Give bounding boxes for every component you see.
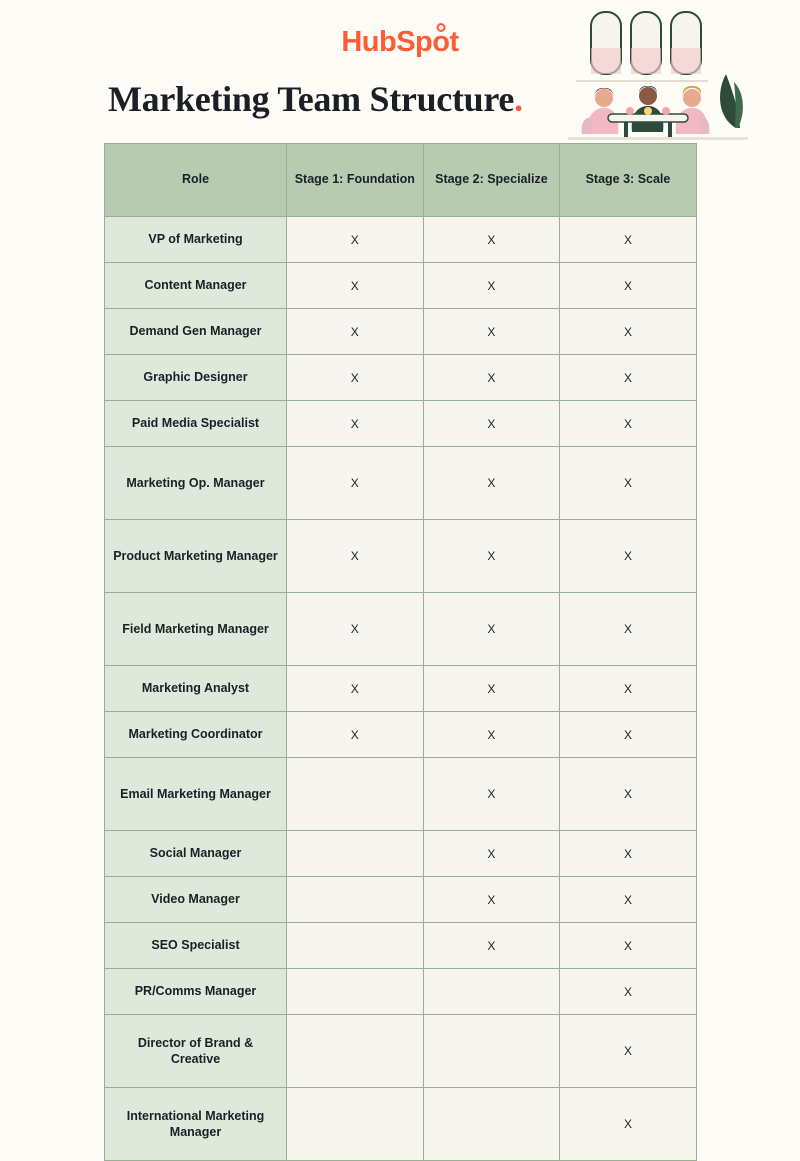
table-row (105, 217, 697, 263)
stage-3-cell: X (560, 447, 697, 520)
stage-3-cell: X (560, 712, 697, 758)
role-cell: Graphic Designer (105, 355, 287, 401)
stage-2-cell: X (423, 520, 560, 593)
stage-2-cell: X (423, 355, 560, 401)
stage-3-cell: X (560, 355, 697, 401)
table-row (105, 923, 697, 969)
stage-2-cell: X (423, 923, 560, 969)
stage-1-cell (287, 1015, 424, 1088)
column-header-stage-3: Stage 3: Scale (560, 144, 697, 217)
table-row (105, 447, 697, 520)
stage-1-cell (287, 831, 424, 877)
table-row (105, 355, 697, 401)
stage-2-cell: X (423, 263, 560, 309)
table-body (105, 217, 697, 1161)
stage-1-cell: X (287, 712, 424, 758)
logo-text-before: HubSp (341, 26, 433, 58)
stage-2-cell: X (423, 666, 560, 712)
role-cell: Marketing Op. Manager (105, 447, 287, 520)
stage-3-cell: X (560, 666, 697, 712)
stage-3-cell: X (560, 969, 697, 1015)
hubspot-logo-text (341, 26, 458, 59)
people-at-table-illustration (568, 8, 748, 140)
table-row (105, 1015, 697, 1088)
stage-1-cell: X (287, 309, 424, 355)
stage-1-cell: X (287, 520, 424, 593)
table-row (105, 758, 697, 831)
role-cell: Social Manager (105, 831, 287, 877)
table-row (105, 401, 697, 447)
role-cell: Content Manager (105, 263, 287, 309)
table-header-row (105, 144, 697, 217)
table-row (105, 1088, 697, 1161)
stage-3-cell: X (560, 923, 697, 969)
table-row (105, 831, 697, 877)
stage-1-cell (287, 1088, 424, 1161)
logo-text-after: t (449, 26, 459, 58)
stage-2-cell (423, 969, 560, 1015)
stage-2-cell: X (423, 877, 560, 923)
stage-3-cell: X (560, 217, 697, 263)
role-cell: Email Marketing Manager (105, 758, 287, 831)
role-cell: Marketing Analyst (105, 666, 287, 712)
table-row (105, 520, 697, 593)
stage-3-cell: X (560, 593, 697, 666)
role-cell: Marketing Coordinator (105, 712, 287, 758)
stage-1-cell (287, 923, 424, 969)
role-cell: Video Manager (105, 877, 287, 923)
stage-1-cell: X (287, 447, 424, 520)
stage-2-cell: X (423, 401, 560, 447)
role-cell: Demand Gen Manager (105, 309, 287, 355)
table-row (105, 593, 697, 666)
stage-2-cell: X (423, 831, 560, 877)
stage-1-cell (287, 877, 424, 923)
role-cell: VP of Marketing (105, 217, 287, 263)
table-row (105, 309, 697, 355)
stage-2-cell: X (423, 447, 560, 520)
role-cell: International Marketing Manager (105, 1088, 287, 1161)
role-cell: PR/Comms Manager (105, 969, 287, 1015)
stage-1-cell: X (287, 593, 424, 666)
stage-2-cell: X (423, 712, 560, 758)
role-cell: Product Marketing Manager (105, 520, 287, 593)
column-header-stage-1: Stage 1: Foundation (287, 144, 424, 217)
stage-3-cell: X (560, 401, 697, 447)
stage-1-cell: X (287, 666, 424, 712)
role-cell: SEO Specialist (105, 923, 287, 969)
stage-1-cell (287, 969, 424, 1015)
stage-1-cell: X (287, 355, 424, 401)
stage-1-cell: X (287, 401, 424, 447)
stage-3-cell: X (560, 877, 697, 923)
table-row (105, 712, 697, 758)
team-structure-table (104, 143, 697, 1161)
table-row (105, 263, 697, 309)
table-header (105, 144, 697, 217)
stage-3-cell: X (560, 831, 697, 877)
stage-2-cell: X (423, 758, 560, 831)
table-row (105, 969, 697, 1015)
stage-2-cell: X (423, 309, 560, 355)
role-cell: Field Marketing Manager (105, 593, 287, 666)
stage-3-cell: X (560, 309, 697, 355)
role-cell: Director of Brand & Creative (105, 1015, 287, 1088)
column-header-stage-2: Stage 2: Specialize (423, 144, 560, 217)
stage-2-cell (423, 1088, 560, 1161)
stage-3-cell: X (560, 1088, 697, 1161)
stage-2-cell: X (423, 217, 560, 263)
logo-sprocket-icon: o (432, 26, 450, 58)
role-cell: Paid Media Specialist (105, 401, 287, 447)
stage-1-cell (287, 758, 424, 831)
stage-3-cell: X (560, 520, 697, 593)
page-title (108, 78, 523, 120)
stage-2-cell (423, 1015, 560, 1088)
stage-3-cell: X (560, 263, 697, 309)
page-title-accent-period: . (514, 79, 523, 119)
stage-1-cell: X (287, 217, 424, 263)
table-row (105, 666, 697, 712)
stage-2-cell: X (423, 593, 560, 666)
column-header-role: Role (105, 144, 287, 217)
stage-1-cell: X (287, 263, 424, 309)
table-row (105, 877, 697, 923)
page-title-text: Marketing Team Structure (108, 79, 515, 119)
stage-3-cell: X (560, 758, 697, 831)
stage-3-cell: X (560, 1015, 697, 1088)
